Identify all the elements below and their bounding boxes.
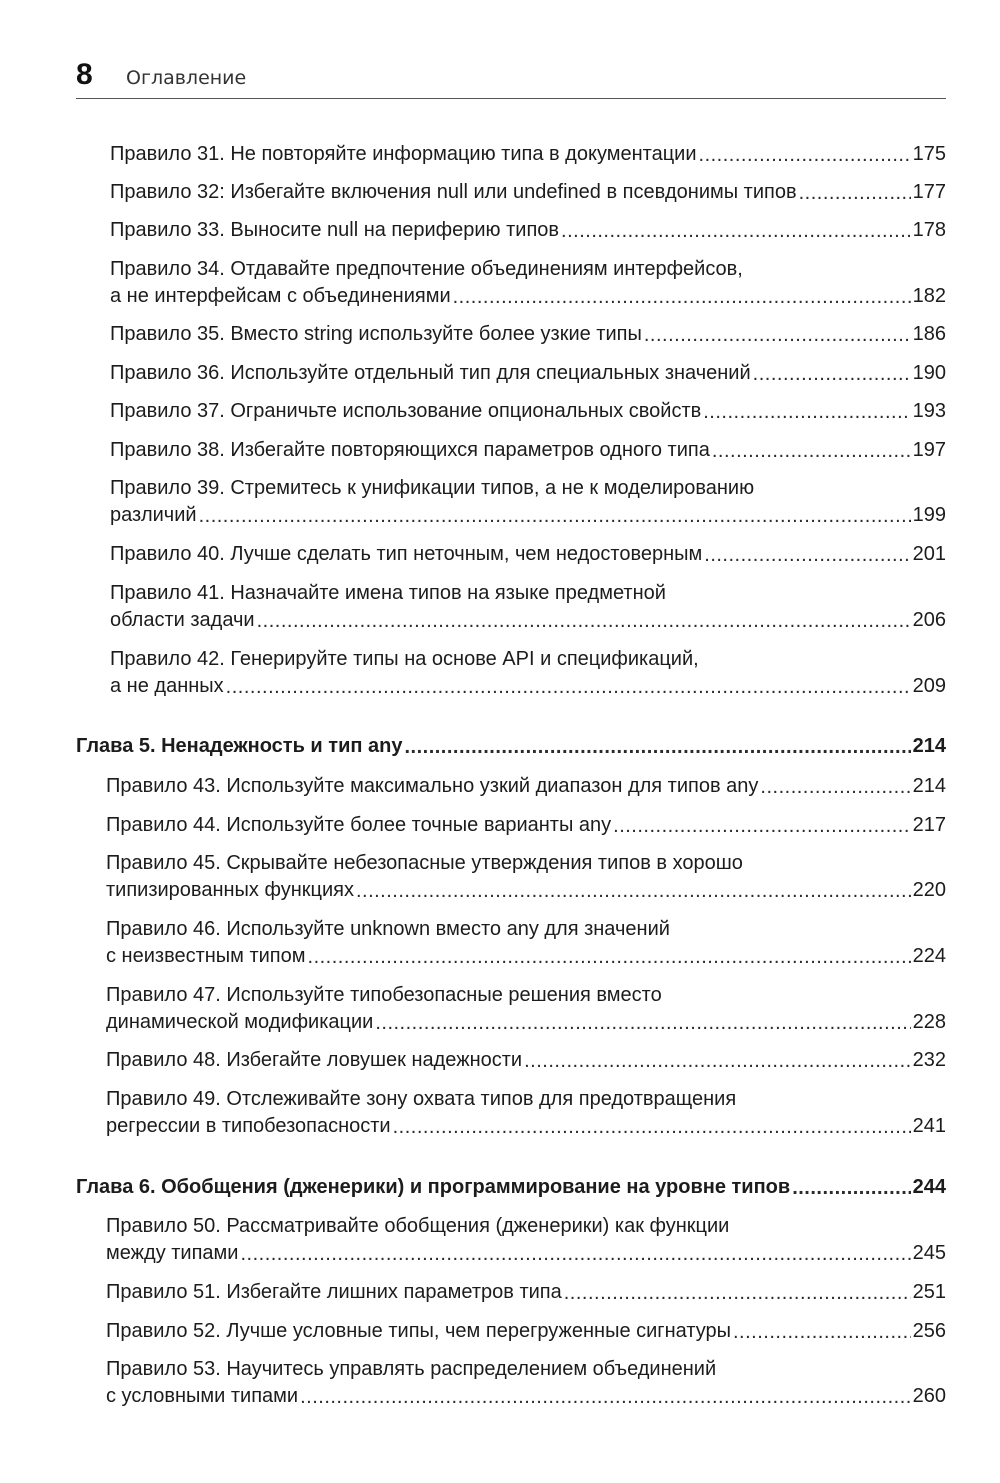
entry-last-line (76, 1175, 946, 1199)
entry-page-number: 175 (912, 143, 946, 165)
entry-title-line: Глава 6. Обобщения (дженерики) и программирование на уровне типов (76, 1176, 791, 1198)
entry-last-line (106, 1114, 946, 1138)
entry-page-number: 177 (912, 181, 946, 203)
toc-rule-entry[interactable] (106, 1214, 946, 1265)
entry-page-number: 209 (912, 675, 946, 697)
entry-page-number: 241 (912, 1115, 946, 1137)
toc-rule-entry[interactable] (106, 983, 946, 1034)
entry-last-line (76, 734, 946, 758)
entry-page-number: 220 (912, 879, 946, 901)
dot-leader (703, 400, 910, 418)
entry-title-line: Правило 37. Ограничьте использование опциональных свойств (110, 400, 702, 422)
entry-last-line (110, 674, 946, 698)
entry-page-number: 197 (912, 439, 946, 461)
toc-rule-entry[interactable] (110, 399, 946, 423)
dot-leader (753, 362, 911, 380)
entry-page-number: 190 (912, 362, 946, 384)
entry-last-line (106, 1280, 946, 1304)
toc-rule-entry[interactable] (110, 142, 946, 166)
toc-rule-entry[interactable] (106, 1319, 946, 1343)
entry-title-line: между типами (106, 1242, 239, 1264)
toc-chapter-entry[interactable] (76, 1175, 946, 1199)
entry-page-number: 232 (912, 1049, 946, 1071)
entry-page-number: 217 (912, 814, 946, 836)
entry-title-line: Правило 46. Используйте unknown вместо any для значений (106, 918, 670, 940)
entry-page-number: 251 (912, 1281, 946, 1303)
dot-leader (760, 775, 910, 793)
entry-page-number: 178 (912, 219, 946, 241)
entry-page-number: 199 (912, 504, 946, 526)
dot-leader (257, 609, 911, 627)
entry-last-line (106, 878, 946, 902)
toc-rule-entry[interactable] (106, 1357, 946, 1408)
header-divider (76, 98, 946, 99)
entry-title-line: а не данных (110, 675, 224, 697)
entry-page-number: 186 (912, 323, 946, 345)
toc-rule-entry[interactable] (110, 476, 946, 527)
dot-leader (564, 1281, 911, 1299)
entry-last-line (110, 180, 946, 204)
entry-title-line: регрессии в типобезопасности (106, 1115, 391, 1137)
entry-title-line: а не интерфейсам с объединениями (110, 285, 451, 307)
dot-leader (792, 1176, 910, 1194)
entry-last-line (110, 608, 946, 632)
entry-page-number: 214 (912, 735, 946, 757)
entry-title-line: Правило 40. Лучше сделать тип неточным, чем недостоверным (110, 543, 703, 565)
entry-last-line (110, 361, 946, 385)
entry-page-number: 245 (912, 1242, 946, 1264)
toc-chapter-entry[interactable] (76, 734, 946, 758)
entry-last-line (110, 438, 946, 462)
toc-rule-entry[interactable] (110, 257, 946, 308)
entry-title-line: Правило 35. Вместо string используйте более узкие типы (110, 323, 642, 345)
entry-title-line: Правило 48. Избегайте ловушек надежности (106, 1049, 523, 1071)
entry-title-line: с условными типами (106, 1385, 299, 1407)
dot-leader (644, 323, 911, 341)
entry-title-line: Правило 52. Лучше условные типы, чем перегруженные сигнатуры (106, 1320, 731, 1342)
entry-title-line: Глава 5. Ненадежность и тип any (76, 735, 403, 757)
entry-last-line (106, 1384, 946, 1408)
entry-title-line: Правило 31. Не повторяйте информацию типа в документации (110, 143, 697, 165)
toc-rule-entry[interactable] (106, 1048, 946, 1072)
dot-leader (561, 219, 911, 237)
toc-rule-entry[interactable] (110, 438, 946, 462)
entry-title-line: Правило 43. Используйте максимально узкий диапазон для типов any (106, 775, 759, 797)
toc-rule-entry[interactable] (110, 322, 946, 346)
entry-page-number: 201 (912, 543, 946, 565)
entry-title-line: Правило 34. Отдавайте предпочтение объединениям интерфейсов, (110, 258, 743, 280)
toc-rule-entry[interactable] (106, 851, 946, 902)
dot-leader (240, 1242, 910, 1260)
toc-rule-entry[interactable] (110, 361, 946, 385)
entry-title-line: динамической модификации (106, 1011, 374, 1033)
dot-leader (453, 285, 911, 303)
dot-leader (226, 675, 911, 693)
toc-rule-entry[interactable] (106, 1087, 946, 1138)
toc-rule-entry[interactable] (106, 774, 946, 798)
dot-leader (524, 1049, 911, 1067)
entry-last-line (110, 142, 946, 166)
entry-title-line: Правило 44. Используйте более точные варианты any (106, 814, 612, 836)
entry-title-line: Правило 45. Скрывайте небезопасные утверждения типов в хорошо (106, 852, 743, 874)
dot-leader (733, 1320, 911, 1338)
entry-title-line: области задачи (110, 609, 255, 631)
entry-title-line: Правило 38. Избегайте повторяющихся параметров одного типа (110, 439, 710, 461)
entry-page-number: 256 (912, 1320, 946, 1342)
entry-last-line (110, 218, 946, 242)
page-number: 8 (76, 58, 93, 91)
running-title: Оглавление (126, 67, 247, 89)
entry-last-line (110, 503, 946, 527)
entry-title-line: Правило 53. Научитесь управлять распределением объединений (106, 1358, 717, 1380)
toc-rule-entry[interactable] (110, 218, 946, 242)
dot-leader (699, 143, 911, 161)
toc-rule-entry[interactable] (106, 1280, 946, 1304)
entry-title-line: типизированных функциях (106, 879, 354, 901)
entry-last-line (110, 542, 946, 566)
entry-title-line: Правило 33. Выносите null на периферию типов (110, 219, 560, 241)
entry-page-number: 214 (912, 775, 946, 797)
dot-leader (300, 1385, 911, 1403)
entry-last-line (106, 774, 946, 798)
toc-rule-entry[interactable] (110, 542, 946, 566)
entry-last-line (106, 944, 946, 968)
entry-title-line: Правило 39. Стремитесь к унификации типов, а не к моделированию (110, 477, 755, 499)
dot-leader (375, 1011, 910, 1029)
entry-last-line (106, 1241, 946, 1265)
dot-leader (404, 735, 910, 753)
entry-title-line: Правило 50. Рассматривайте обобщения (дженерики) как функции (106, 1215, 730, 1237)
entry-title-line: Правило 51. Избегайте лишних параметров типа (106, 1281, 562, 1303)
entry-page-number: 244 (912, 1176, 946, 1198)
dot-leader (356, 879, 911, 897)
entry-last-line (110, 322, 946, 346)
entry-page-number: 193 (912, 400, 946, 422)
dot-leader (199, 504, 911, 522)
entry-title-line: различий (110, 504, 197, 526)
dot-leader (308, 945, 911, 963)
dot-leader (704, 543, 910, 561)
entry-title-line: Правило 42. Генерируйте типы на основе API и спецификаций, (110, 648, 699, 670)
entry-page-number: 182 (912, 285, 946, 307)
entry-last-line (106, 1319, 946, 1343)
toc-rule-entry[interactable] (106, 813, 946, 837)
dot-leader (799, 181, 911, 199)
entry-page-number: 228 (912, 1011, 946, 1033)
dot-leader (613, 814, 910, 832)
entry-last-line (106, 1048, 946, 1072)
entry-last-line (106, 813, 946, 837)
entry-title-line: Правило 41. Назначайте имена типов на языке предметной (110, 582, 666, 604)
entry-page-number: 224 (912, 945, 946, 967)
entry-title-line: Правило 36. Используйте отдельный тип для специальных значений (110, 362, 751, 384)
entry-last-line (110, 399, 946, 423)
entry-title-line: Правило 49. Отслеживайте зону охвата типов для предотвращения (106, 1088, 737, 1110)
entry-page-number: 206 (912, 609, 946, 631)
dot-leader (712, 439, 911, 457)
page-header (76, 58, 946, 98)
entry-title-line: с неизвестным типом (106, 945, 306, 967)
toc-rule-entry[interactable] (110, 180, 946, 204)
entry-title-line: Правило 47. Используйте типобезопасные решения вместо (106, 984, 662, 1006)
toc-rule-entry[interactable] (106, 917, 946, 968)
toc-rule-entry[interactable] (110, 581, 946, 632)
entry-last-line (106, 1010, 946, 1034)
entry-page-number: 260 (912, 1385, 946, 1407)
entry-last-line (110, 284, 946, 308)
entry-title-line: Правило 32: Избегайте включения null или undefined в псевдонимы типов (110, 181, 797, 203)
toc-rule-entry[interactable] (110, 647, 946, 698)
dot-leader (393, 1115, 911, 1133)
